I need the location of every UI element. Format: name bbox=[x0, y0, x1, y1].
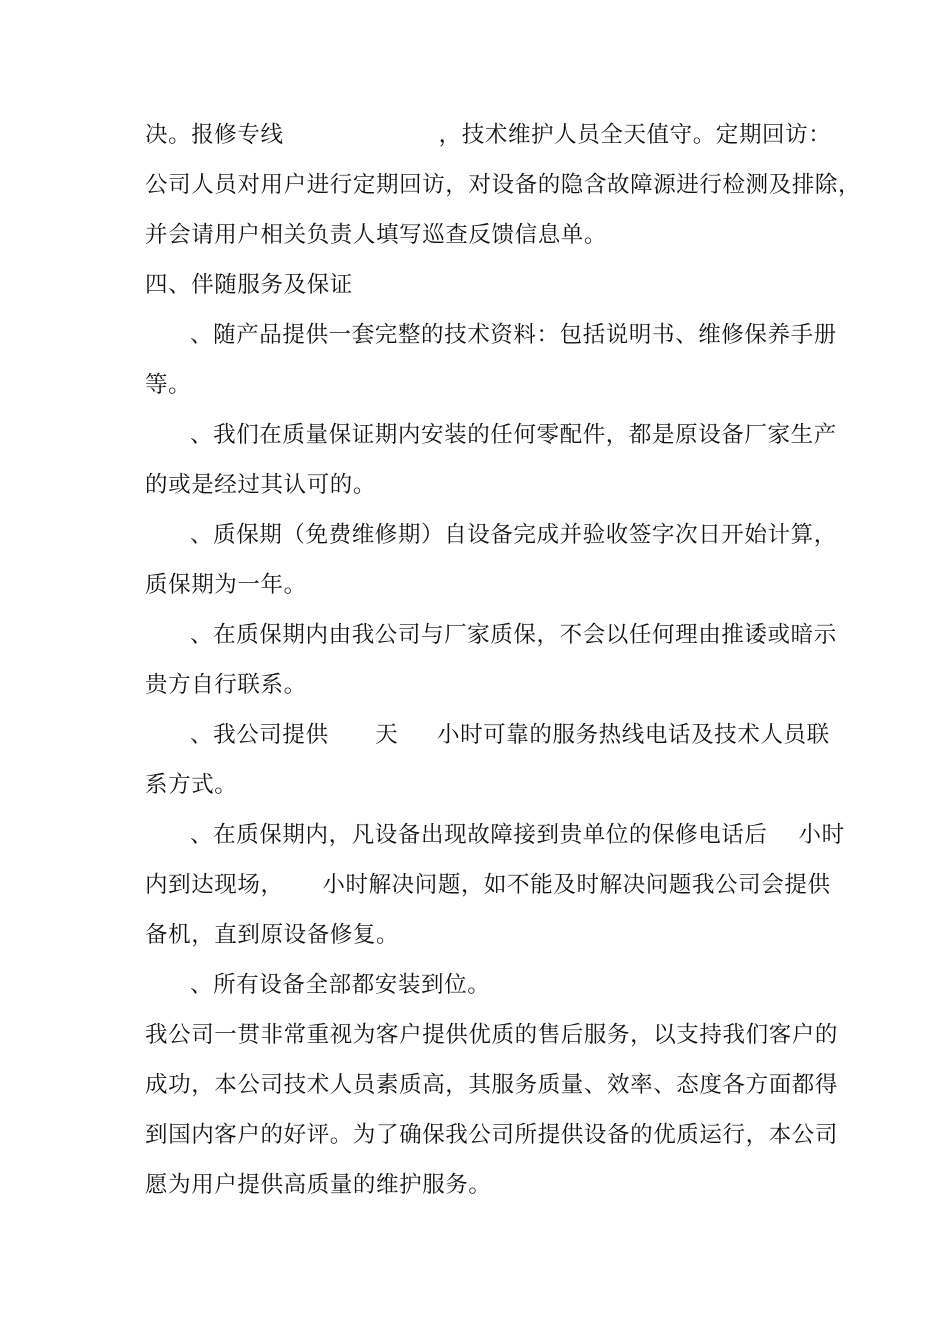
text-line: 贵方自行联系。 bbox=[145, 672, 307, 698]
text-line: 质保期为一年。 bbox=[145, 572, 307, 598]
text-line: 、我们在质量保证期内安装的任何零配件，都是原设备厂家生产 bbox=[190, 422, 837, 448]
text-line: 成功，本公司技术人员素质高，其服务质量、效率、态度各方面都得 bbox=[145, 1072, 839, 1098]
text-line: 系方式。 bbox=[145, 772, 238, 798]
text-line: 并会请用户相关负责人填写巡查反馈信息单。 bbox=[145, 222, 608, 248]
text-line: 决。报修专线 ，技术维护人员全天值守。定期回访： bbox=[145, 122, 832, 148]
text-line: 等。 bbox=[145, 372, 192, 398]
text-line: 、在质保期内由我公司与厂家质保，不会以任何理由推诿或暗示 bbox=[190, 622, 837, 648]
text-line: 到国内客户的好评。为了确保我公司所提供设备的优质运行，本公司 bbox=[145, 1122, 839, 1148]
text-line: 的或是经过其认可的。 bbox=[145, 472, 377, 498]
text-line: 备机，直到原设备修复。 bbox=[145, 922, 400, 948]
section-heading: 四、伴随服务及保证 bbox=[145, 272, 353, 298]
text-line: 、我公司提供 天 小时可靠的服务热线电话及技术人员联 bbox=[190, 722, 830, 748]
text-line: 内到达现场， 小时解决问题，如不能及时解决问题我公司会提供 bbox=[145, 872, 831, 898]
text-line: 、在质保期内，凡设备出现故障接到贵单位的保修电话后 小时 bbox=[190, 822, 845, 848]
text-line: 、随产品提供一套完整的技术资料：包括说明书、维修保养手册 bbox=[190, 322, 837, 348]
text-line: 公司人员对用户进行定期回访，对设备的隐含故障源进行检测及排除， bbox=[145, 172, 862, 198]
text-line: 、质保期（免费维修期）自设备完成并验收签字次日开始计算， bbox=[190, 522, 837, 548]
text-line: 我公司一贯非常重视为客户提供优质的售后服务，以支持我们客户的 bbox=[145, 1022, 839, 1048]
text-line: 愿为用户提供高质量的维护服务。 bbox=[145, 1172, 492, 1198]
text-line: 、所有设备全部都安装到位。 bbox=[190, 972, 491, 998]
